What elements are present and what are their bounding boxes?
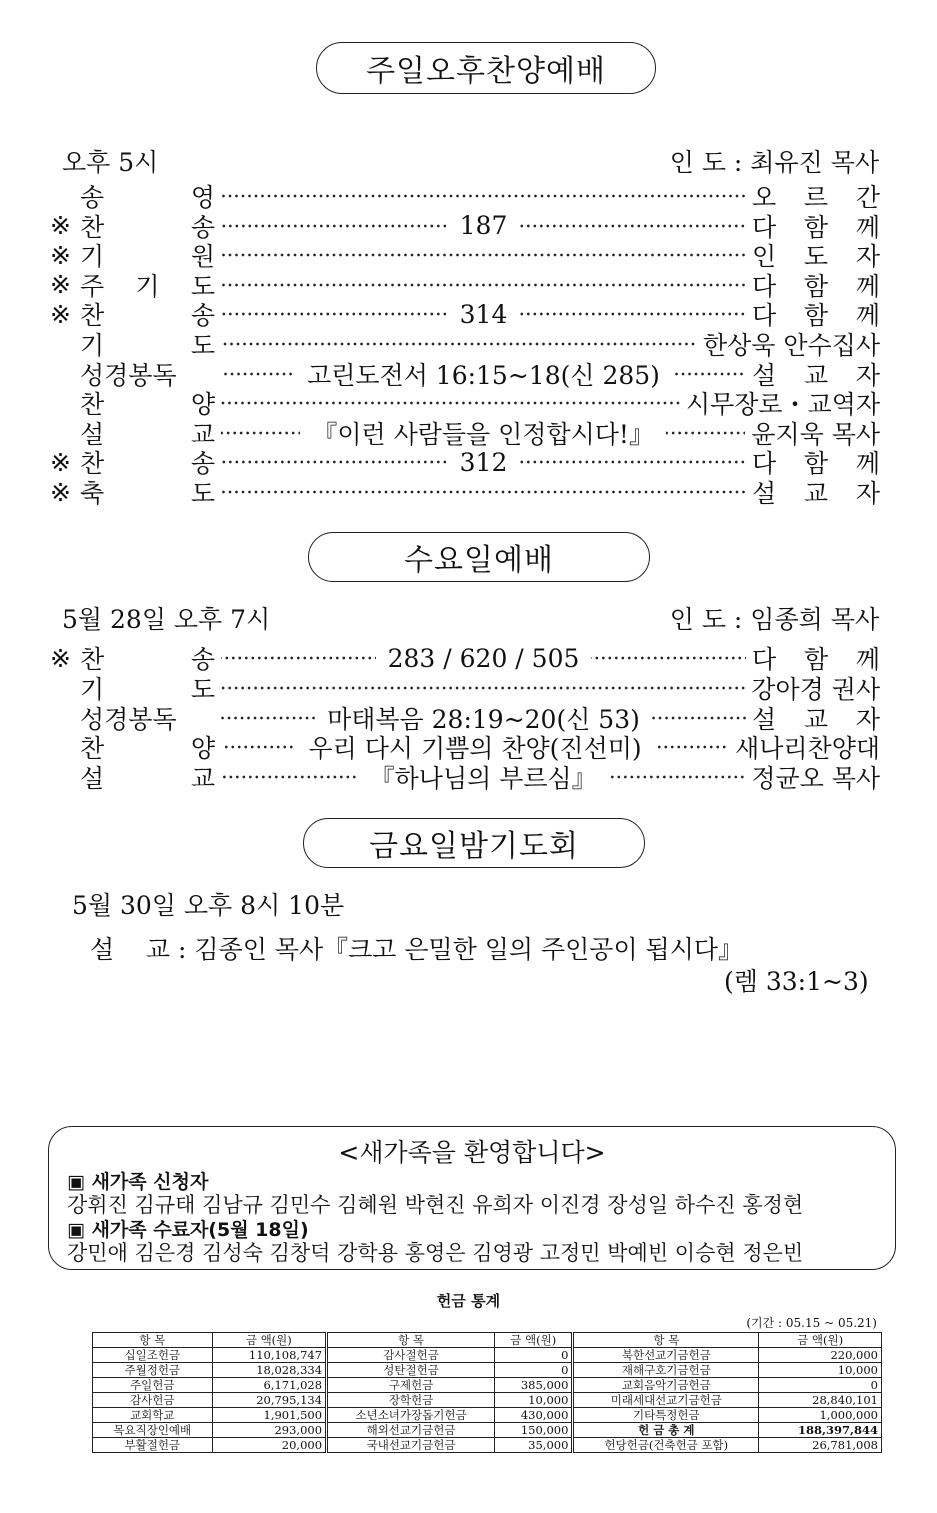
finance-amount: 385,000 xyxy=(495,1378,573,1393)
order-person: 한상욱 안수집사 xyxy=(703,331,880,360)
finance-row xyxy=(93,1408,882,1423)
friday-time: 5월 30일 오후 8시 10분 xyxy=(72,891,345,920)
order-row xyxy=(50,359,880,389)
order-row xyxy=(50,703,880,733)
finance-amount: 18,028,334 xyxy=(212,1363,326,1378)
stand-mark: ※ xyxy=(50,240,71,270)
new-family-box xyxy=(48,1126,896,1270)
order-detail: 고린도전서 16:15~18(신 285) xyxy=(307,360,660,390)
finance-item: 기타특정헌금 xyxy=(573,1408,759,1423)
order-detail: 『하나님의 부르심』 xyxy=(369,764,597,794)
leader-dots xyxy=(519,311,746,317)
leader-dots xyxy=(221,311,448,317)
order-detail: 312 xyxy=(459,447,508,477)
leader-dots xyxy=(221,223,448,229)
sunday-leader: 인 도 : 최유진 목사 xyxy=(669,148,879,177)
order-row xyxy=(50,762,880,792)
order-person: 인 도 자 xyxy=(752,242,880,272)
order-row xyxy=(50,181,880,211)
order-label: 성경봉독 xyxy=(80,360,177,390)
order-label: 성경봉독 xyxy=(80,704,177,734)
header-amount: 금 액(원) xyxy=(759,1333,882,1348)
order-label: 기 원 xyxy=(80,242,215,272)
finance-row xyxy=(93,1423,882,1438)
graduates-names: 강민애 김은경 김성숙 김창덕 강학용 홍영은 김영광 고정민 박예빈 이승현 정은빈 xyxy=(67,1241,804,1265)
finance-row xyxy=(93,1348,882,1363)
finance-row xyxy=(93,1378,882,1393)
order-person: 정균오 목사 xyxy=(751,764,881,794)
finance-amount: 10,000 xyxy=(759,1363,882,1378)
leader-dots xyxy=(221,489,746,495)
finance-row xyxy=(93,1363,882,1378)
finance-item: 해외선교기금헌금 xyxy=(327,1423,495,1438)
order-row xyxy=(50,299,880,329)
finance-amount: 1,000,000 xyxy=(759,1408,882,1423)
order-row xyxy=(50,388,880,418)
order-label: 송 영 xyxy=(80,183,215,212)
leader-dots xyxy=(519,223,746,229)
leader-dots xyxy=(221,282,746,288)
leader-dots xyxy=(591,655,746,661)
order-label: 찬 양 xyxy=(80,734,215,764)
finance-item: 주월정헌금 xyxy=(93,1363,213,1378)
finance-amount: 293,000 xyxy=(212,1423,326,1438)
finance-amount: 6,171,028 xyxy=(212,1378,326,1393)
leader-dots xyxy=(221,459,448,465)
leader-dots xyxy=(221,193,746,199)
order-row xyxy=(50,673,880,703)
order-person: 다 함 께 xyxy=(752,301,880,331)
order-row xyxy=(50,477,880,507)
finance-item: 구제헌금 xyxy=(327,1378,495,1393)
finance-item: 부활절헌금 xyxy=(93,1438,213,1453)
order-label: 찬 송 xyxy=(80,645,215,674)
finance-item: 헌당헌금(건축헌금 포함) xyxy=(573,1438,759,1453)
order-row xyxy=(50,270,880,300)
order-label: 축 도 xyxy=(80,479,215,508)
finance-amount: 0 xyxy=(495,1363,573,1378)
order-row xyxy=(50,418,880,448)
order-person: 설 교 자 xyxy=(752,360,881,390)
wednesday-time: 5월 28일 오후 7시 xyxy=(62,605,271,634)
finance-amount: 188,397,844 xyxy=(759,1423,882,1438)
leader-dots xyxy=(221,774,358,780)
finance-amount: 20,000 xyxy=(212,1438,326,1453)
finance-amount: 35,000 xyxy=(495,1438,573,1453)
leader-dots xyxy=(221,371,295,377)
stand-mark: ※ xyxy=(50,270,71,300)
finance-amount: 0 xyxy=(495,1348,573,1363)
order-label: 찬 양 xyxy=(80,390,215,420)
finance-table xyxy=(92,1332,882,1453)
leader-dots xyxy=(221,715,315,721)
finance-item: 북한선교기금헌금 xyxy=(573,1348,759,1363)
order-detail: 314 xyxy=(459,299,508,329)
finance-title: 헌금 통계 xyxy=(436,1292,501,1310)
finance-item: 교회학교 xyxy=(93,1408,213,1423)
finance-item: 미래세대선교기금헌금 xyxy=(573,1393,759,1408)
finance-period: (기간 : 05.15 ~ 05.21) xyxy=(746,1316,877,1330)
leader-dots xyxy=(221,430,300,436)
finance-amount: 220,000 xyxy=(759,1348,882,1363)
order-label: 찬 송 xyxy=(80,301,215,331)
finance-amount: 28,840,101 xyxy=(759,1393,882,1408)
order-row xyxy=(50,240,880,270)
stand-mark: ※ xyxy=(50,477,71,507)
order-detail: 우리 다시 기쁨의 찬양(진선미) xyxy=(308,734,642,764)
order-label: 기 도 xyxy=(80,331,215,360)
finance-item: 국내선교기금헌금 xyxy=(327,1438,495,1453)
sunday-time: 오후 5시 xyxy=(62,148,159,177)
stand-mark: ※ xyxy=(50,447,71,477)
leader-dots xyxy=(652,715,746,721)
finance-row xyxy=(93,1393,882,1408)
order-detail: 마태복음 28:19~20(신 53) xyxy=(327,704,640,734)
leader-dots xyxy=(221,685,745,691)
finance-amount: 110,108,747 xyxy=(212,1348,326,1363)
finance-item: 재해구호기금헌금 xyxy=(573,1363,759,1378)
order-person: 오 르 간 xyxy=(752,183,880,212)
order-row xyxy=(50,732,880,762)
finance-amount: 430,000 xyxy=(495,1408,573,1423)
order-person: 다 함 께 xyxy=(752,645,881,674)
finance-amount: 20,795,134 xyxy=(212,1393,326,1408)
friday-title: 금요일밤기도회 xyxy=(303,818,645,868)
order-person: 다 함 께 xyxy=(752,449,880,479)
finance-item: 소년소녀가장돕기헌금 xyxy=(327,1408,495,1423)
stand-mark: ※ xyxy=(50,211,71,241)
finance-item: 교회음악기금헌금 xyxy=(573,1378,759,1393)
sunday-title: 주일오후찬양예배 xyxy=(316,42,656,94)
order-detail: 187 xyxy=(459,211,508,241)
finance-row xyxy=(93,1438,882,1453)
leader-dots xyxy=(609,774,746,780)
friday-scripture-ref: (렘 33:1~3) xyxy=(724,967,869,996)
finance-item: 목요직장인예배 xyxy=(93,1423,213,1438)
header-amount: 금 액(원) xyxy=(212,1333,326,1348)
leader-dots xyxy=(666,430,745,436)
finance-amount: 1,901,500 xyxy=(212,1408,326,1423)
finance-item: 성탄절헌금 xyxy=(327,1363,495,1378)
order-person: 다 함 께 xyxy=(752,212,880,242)
new-family-title: <새가족을 환영합니다> xyxy=(338,1138,606,1167)
stand-mark: ※ xyxy=(50,643,71,673)
leader-dots xyxy=(221,341,697,347)
order-detail: 283 / 620 / 505 xyxy=(387,643,580,673)
finance-amount: 10,000 xyxy=(495,1393,573,1408)
finance-amount: 26,781,008 xyxy=(759,1438,882,1453)
friday-sermon: 설 교 : 김종인 목사『크고 은밀한 일의 주인공이 됩시다』 xyxy=(90,935,743,964)
leader-dots xyxy=(221,252,746,258)
order-label: 주 기 도 xyxy=(80,271,215,301)
finance-item: 헌 금 총 계 xyxy=(573,1423,759,1438)
leader-dots xyxy=(221,655,376,661)
graduates-label: ▣ 새가족 수료자(5월 18일) xyxy=(67,1219,309,1241)
header-amount: 금 액(원) xyxy=(495,1333,573,1348)
order-label: 찬 송 xyxy=(80,449,215,479)
order-person: 강아경 권사 xyxy=(751,674,880,704)
applicants-names: 강휘진 김규태 김남규 김민수 김혜원 박현진 유희자 이진경 장성일 하수진 홍정현 xyxy=(67,1193,804,1217)
order-label: 설 교 xyxy=(80,764,215,794)
leader-dots xyxy=(221,400,680,406)
header-item: 항 목 xyxy=(93,1333,213,1348)
order-person: 설 교 자 xyxy=(752,704,880,734)
leader-dots xyxy=(654,744,729,750)
finance-item: 감사절헌금 xyxy=(327,1348,495,1363)
finance-item: 주일헌금 xyxy=(93,1378,213,1393)
header-item: 항 목 xyxy=(327,1333,495,1348)
order-row xyxy=(50,643,880,673)
leader-dots xyxy=(221,744,296,750)
finance-item: 장학헌금 xyxy=(327,1393,495,1408)
applicants-label: ▣ 새가족 신청자 xyxy=(67,1171,209,1193)
order-person: 설 교 자 xyxy=(752,479,880,508)
order-person: 새나리찬양대 xyxy=(735,734,880,764)
order-person: 윤지욱 목사 xyxy=(751,419,881,449)
finance-amount: 0 xyxy=(759,1378,882,1393)
leader-dots xyxy=(672,371,746,377)
finance-item: 감사헌금 xyxy=(93,1393,213,1408)
order-person: 시무장로・교역자 xyxy=(685,390,880,420)
wednesday-leader: 인 도 : 임종희 목사 xyxy=(669,605,879,634)
order-person: 다 함 께 xyxy=(752,271,880,301)
order-label: 찬 송 xyxy=(80,212,215,242)
order-row xyxy=(50,329,880,359)
order-label: 기 도 xyxy=(80,674,215,704)
finance-item: 십일조헌금 xyxy=(93,1348,213,1363)
order-row xyxy=(50,447,880,477)
order-row xyxy=(50,211,880,241)
stand-mark: ※ xyxy=(50,299,71,329)
finance-amount: 150,000 xyxy=(495,1423,573,1438)
order-detail: 『이런 사람들을 인정합시다!』 xyxy=(312,419,654,449)
leader-dots xyxy=(519,459,746,465)
finance-header-row xyxy=(93,1333,882,1348)
wednesday-title: 수요일예배 xyxy=(308,532,650,582)
header-item: 항 목 xyxy=(573,1333,759,1348)
order-label: 설 교 xyxy=(80,419,215,449)
